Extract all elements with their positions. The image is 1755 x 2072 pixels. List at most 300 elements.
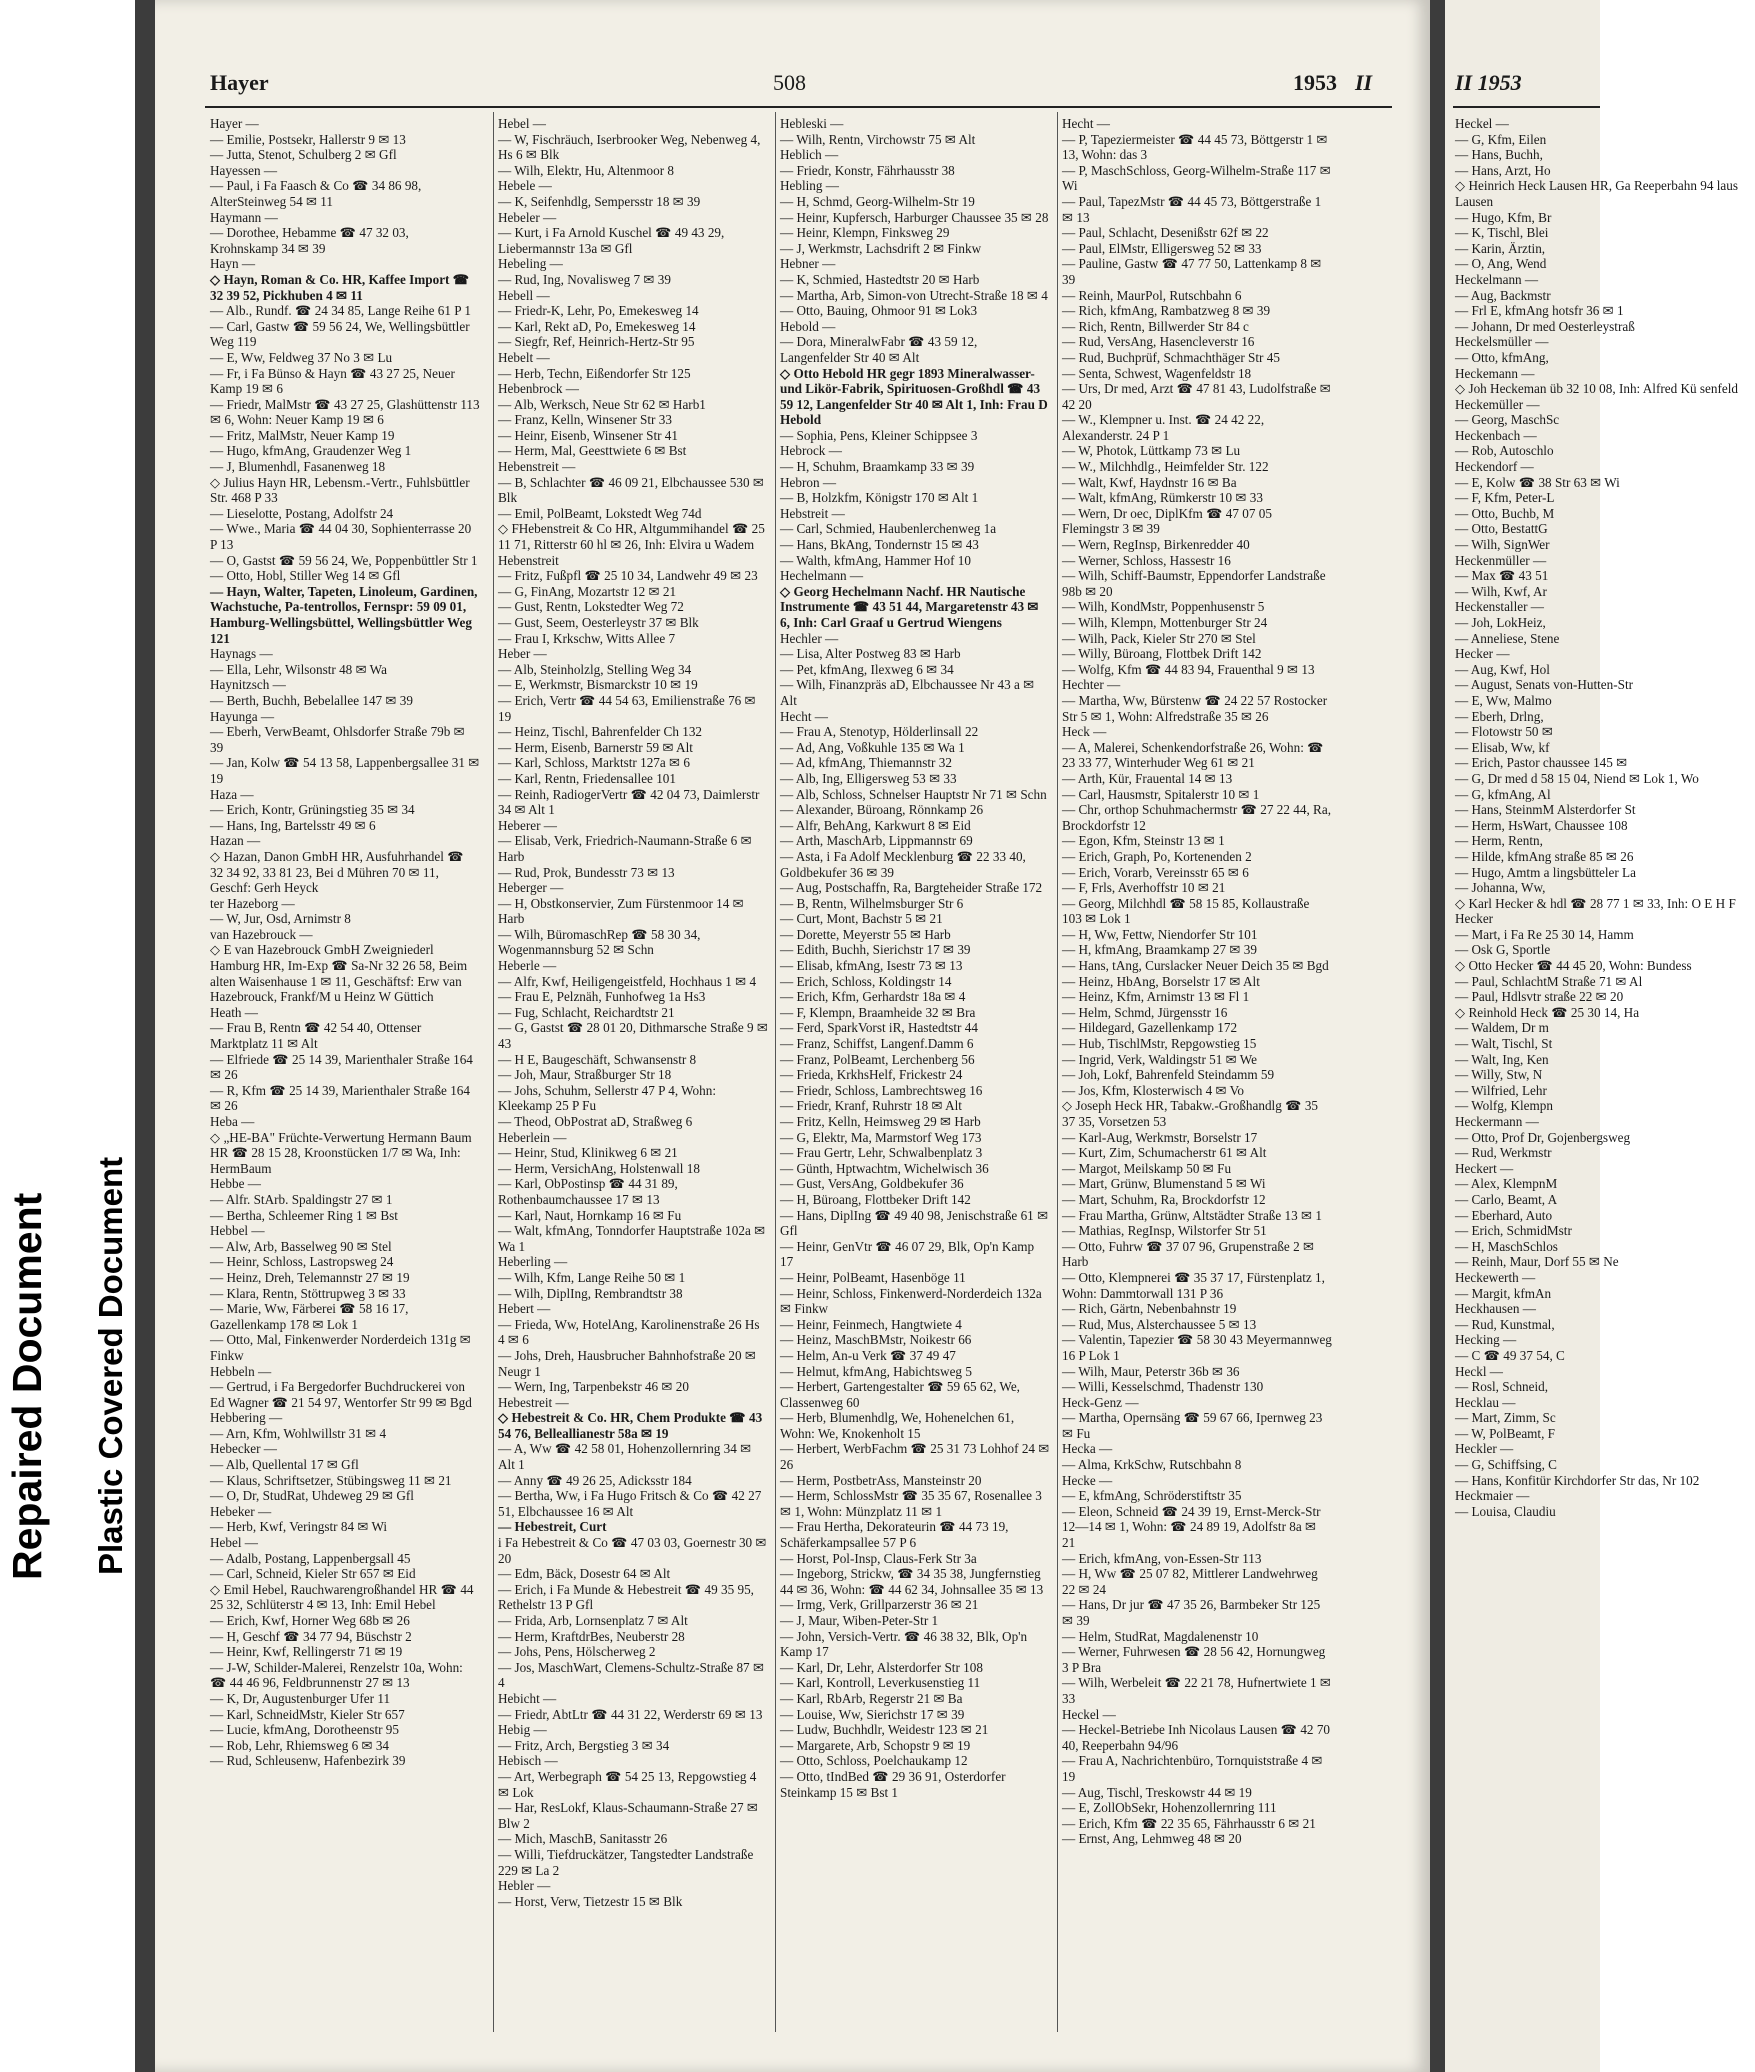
surname-heading: Heckelsmüller — — [1455, 334, 1549, 350]
directory-entry: — Rud, Buchprüf, Schmachthäger Str 45 — [1062, 349, 1280, 365]
directory-entry: — Rosl, Schneid, — [1455, 1379, 1549, 1395]
directory-entry: — Dora, MineralwFabr ☎ 43 59 12, Langenfelder Str 40 ✉ Alt — [780, 334, 981, 365]
next-header-rule — [1453, 106, 1600, 108]
directory-entry: — Erich, Pastor chaussee 145 ✉ — [1455, 755, 1628, 771]
surname-heading: Haza — — [210, 786, 254, 802]
surname-heading: ter Hazeborg — — [210, 895, 295, 911]
directory-entry: — Ad, Ang, Voßkuhle 135 ✉ Wa 1 — [780, 739, 965, 755]
directory-entry: ◇ Hazan, Danon GmbH HR, Ausfuhrhandel ☎ 32 34 92, 33 81 23, Bei d Mühren 70 ✉ 11, Geschf: Gerh Heyck — [210, 848, 467, 896]
directory-entry: — Lucie, kfmAng, Dorotheenstr 95 — [210, 1722, 399, 1738]
directory-entry: — Heinr, GenVtr ☎ 46 07 29, Blk, Op'n Kamp 17 — [780, 1238, 1038, 1270]
surname-heading: Hebeling — — [498, 256, 563, 272]
surname-heading: Heberle — — [498, 958, 557, 974]
directory-entry: — Senta, Schwest, Wagenfeldstr 18 — [1062, 365, 1252, 381]
directory-entry: — Wilh, BüromaschRep ☎ 58 30 34, Wogenmannsburg 52 ✉ Schn — [498, 926, 704, 958]
surname-heading: Hebelt — — [498, 349, 550, 365]
column-3 — [780, 116, 1053, 1800]
directory-entry: — Kurt, Zim, Schumacherstr 61 ✉ Alt — [1062, 1145, 1267, 1161]
surname-heading: Hecker — — [1455, 646, 1510, 662]
surname-heading: Hebron — — [780, 474, 837, 490]
directory-entry: ◇ Georg Hechelmann Nachf. HR Nautische Instrumente ☎ 43 51 44, Margaretenstr 43 ✉ 6, Inh: Carl Graaf u Gertrud Wiengens — [780, 583, 1042, 630]
directory-entry: — Herm, SchlossMstr ☎ 35 35 67, Rosenallee 3 ✉ 1, Wohn: Münzplatz 11 ✉ 1 — [780, 1488, 1046, 1519]
surname-heading: Hayn — — [210, 256, 256, 272]
directory-entry: — Frieda, Ww, HotelAng, Karolinenstraße 26 Hs 4 ✉ 6 — [498, 1316, 763, 1348]
directory-entry: — Paul, TapezMstr ☎ 44 45 73, Böttgerstraße 1 ✉ 13 — [1062, 193, 1325, 225]
surname-heading: Heckel — — [1062, 1706, 1116, 1722]
directory-entry: — Hildegard, Gazellenkamp 172 — [1062, 1020, 1238, 1036]
directory-entry: — Martha, Opernsäng ☎ 59 67 66, Ipernweg 23 ✉ Fu — [1062, 1410, 1326, 1441]
directory-entry: — Hans, Dr jur ☎ 47 35 26, Barmbeker Str 125 ✉ 39 — [1062, 1597, 1324, 1628]
surname-heading: Hebeler — — [498, 209, 557, 225]
directory-entry: — Johanna, Ww, — [1455, 880, 1546, 896]
directory-entry: — Erich, Vertr ☎ 44 54 63, Emilienstraße 76 ✉ 19 — [498, 692, 759, 724]
directory-entry: — Wern, Ing, Tarpenbekstr 46 ✉ 20 — [498, 1379, 689, 1395]
directory-entry: — Rud, Mus, Alsterchaussee 5 ✉ 13 — [1062, 1316, 1257, 1332]
directory-entry: — Heinz, Dreh, Telemannstr 27 ✉ 19 — [210, 1269, 410, 1285]
directory-entry: — B, Rentn, Wilhelmsburger Str 6 — [780, 895, 964, 911]
directory-entry: — Erich, kfmAng, von-Essen-Str 113 — [1062, 1550, 1262, 1566]
surname-heading: Heckermann — — [1455, 1114, 1539, 1129]
surname-heading: Hecke — — [1062, 1472, 1113, 1488]
directory-entry: — H, Ww, Fettw, Niendorfer Str 101 — [1062, 926, 1258, 942]
directory-entry: — Georg, MaschSc — [1455, 412, 1560, 428]
directory-entry: — Martha, Ww, Bürstenw ☎ 24 22 57 Rostocker Str 5 ✉ 1, Wohn: Alfredstraße 35 ✉ 26 — [1062, 692, 1331, 724]
directory-entry: — G, Elektr, Ma, Marmstorf Weg 173 — [780, 1129, 982, 1145]
directory-entry: — W, Fischräuch, Iserbrooker Weg, Nebenweg 4, Hs 6 ✉ Blk — [498, 131, 764, 163]
directory-entry: — Hans, DiplIng ☎ 49 40 98, Jenischstraße 61 ✉ Gfl — [780, 1207, 1052, 1239]
directory-entry: — Elisab, kfmAng, Isestr 73 ✉ 13 — [780, 958, 963, 974]
directory-entry: — Horst, Pol-Insp, Claus-Ferk Str 3a — [780, 1550, 977, 1566]
column-separator — [493, 112, 494, 2032]
directory-entry: — Alb, Ing, Elligersweg 53 ✉ 33 — [780, 770, 957, 786]
directory-entry: — Karl, SchneidMstr, Kieler Str 657 — [210, 1706, 405, 1722]
surname-heading: Heckemüller — — [1455, 396, 1540, 412]
directory-entry: — Paul, SchlachtM Straße 71 ✉ Al — [1455, 973, 1643, 989]
directory-entry: — W, Photok, Lüttkamp 73 ✉ Lu — [1062, 443, 1241, 459]
directory-entry: — Otto, Bauing, Ohmoor 91 ✉ Lok3 — [780, 303, 978, 319]
directory-entry: — H, Ww ☎ 25 07 82, Mittlerer Landwehrweg 22 ✉ 24 — [1062, 1566, 1321, 1597]
surname-heading: Heckelmann — — [1455, 271, 1539, 287]
directory-entry: — Marie, Ww, Färberei ☎ 58 16 17, Gazellenkamp 178 ✉ Lok 1 — [210, 1301, 412, 1332]
directory-entry: — Karl, Rentn, Friedensallee 101 — [498, 770, 676, 786]
directory-entry: — Rud, Prok, Bundesstr 73 ✉ 13 — [498, 864, 675, 880]
surname-heading: Hecking — — [1455, 1332, 1517, 1348]
directory-entry: — Reinh, MaurPol, Rutschbahn 6 — [1062, 287, 1242, 303]
directory-entry: — Alexander, Büroang, Rönnkamp 26 — [780, 802, 984, 818]
directory-entry: — Elisab, Ww, kf — [1455, 739, 1550, 755]
surname-heading: Hebisch — — [498, 1753, 558, 1769]
surname-heading: Heber — — [498, 646, 547, 662]
directory-entry: — Otto, kfmAng, — [1455, 349, 1549, 365]
directory-entry: — G, kfmAng, Al — [1455, 786, 1551, 802]
directory-entry: — Alb, Steinholzlg, Stelling Weg 34 — [498, 661, 692, 677]
directory-entry: — Karl-Aug, Werkmstr, Borselstr 17 — [1062, 1129, 1258, 1145]
directory-entry: — Wilh, KondMstr, Poppenhusenstr 5 — [1062, 599, 1265, 615]
surname-heading: Heckewerth — — [1455, 1269, 1536, 1285]
directory-entry: — Alb, Schloss, Schnelser Hauptstr Nr 71 ✉ Schn — [780, 786, 1047, 802]
directory-entry: — Franz, Kelln, Winsener Str 33 — [498, 412, 672, 428]
directory-entry: — Mart, Grünw, Blumenstand 5 ✉ Wi — [1062, 1176, 1266, 1192]
directory-entry: — Eberhard, Auto — [1455, 1207, 1553, 1223]
directory-entry: — Otto, tIndBed ☎ 29 36 91, Osterdorfer Steinkamp 15 ✉ Bst 1 — [780, 1768, 1009, 1800]
surname-heading: Hecklau — — [1455, 1394, 1516, 1410]
directory-entry: — Hayn, Walter, Tapeten, Linoleum, Gardinen, Wachstuche, Pa-tentrollos, Fernspr: 59 09 01, Hamburg-Wellingsbüttel, Wellingsbüttler Weg 121 — [210, 583, 481, 646]
directory-entry: — Curt, Mont, Bachstr 5 ✉ 21 — [780, 911, 943, 927]
directory-entry: — Herm, Eisenb, Barnerstr 59 ✉ Alt — [498, 739, 693, 755]
directory-entry: — August, Senats von-Hutten-Str — [1455, 677, 1634, 693]
directory-entry: — E, ZollObSekr, Hohenzollernring 111 — [1062, 1800, 1277, 1816]
directory-entry: — R, Kfm ☎ 25 14 39, Marienthaler Straße 164 ✉ 26 — [210, 1082, 474, 1114]
directory-entry: — Frau B, Rentn ☎ 42 54 40, Ottenser Marktplatz 11 ✉ Alt — [210, 1020, 425, 1052]
directory-entry: — Aug, Backmstr — [1455, 287, 1551, 303]
directory-entry: — Alb, Quellental 17 ✉ Gfl — [210, 1457, 359, 1473]
directory-entry: — O, Ang, Wend — [1455, 256, 1547, 272]
directory-entry: — Johs, Schuhm, Sellerstr 47 P 4, Wohn: Kleekamp 25 P Fu — [498, 1082, 720, 1114]
surname-heading: Heblich — — [780, 147, 839, 163]
directory-entry: ◇ FHebenstreit & Co HR, Altgummihandel ☎ 25 11 71, Ritterstr 60 hl ✉ 26, Inh: Elvira u Wadem Hebenstreit — [498, 521, 769, 568]
directory-entry: — Hans, Konfitür Kirchdorfer Str das, Nr 102 — [1455, 1472, 1700, 1488]
surname-heading: Hechler — — [780, 630, 839, 646]
directory-entry: — Emil, PolBeamt, Lokstedt Weg 74d — [498, 505, 702, 521]
directory-entry: — Otto, Schloss, Poelchaukamp 12 — [780, 1753, 968, 1769]
directory-entry: — W., Klempner u. Inst. ☎ 24 42 22, Alexanderstr. 24 P 1 — [1062, 412, 1267, 443]
directory-entry: — Erich, Kontr, Grüningstieg 35 ✉ 34 — [210, 802, 415, 818]
surname-heading: Hebell — — [498, 287, 550, 303]
directory-entry: — Helm, An-u Verk ☎ 37 49 47 — [780, 1347, 956, 1363]
directory-entry: — Wolfg, Klempn — [1455, 1098, 1553, 1114]
directory-entry: — Heckel-Betriebe Inh Nicolaus Lausen ☎ 42 70 40, Reeperbahn 94/96 — [1062, 1722, 1334, 1753]
surname-heading: Hayessen — — [210, 162, 278, 178]
directory-entry: — Carl, Schmied, Haubenlerchenweg 1a — [780, 521, 997, 537]
surname-heading: Hebstreit — — [780, 505, 845, 521]
directory-entry: — Heinr, Schloss, Finkenwerd-Norderdeich 132a ✉ Finkw — [780, 1285, 1045, 1317]
directory-entry: — Heinz, Tischl, Bahrenfelder Ch 132 — [498, 724, 703, 740]
directory-entry: — K, Schmied, Hastedtstr 20 ✉ Harb — [780, 271, 980, 287]
directory-entry: — Jutta, Stenot, Schulberg 2 ✉ Gfl — [210, 147, 397, 163]
surname-heading: Heckler — — [1455, 1441, 1514, 1457]
surname-heading: Heckemann — — [1455, 365, 1535, 381]
directory-entry: — Wilh, SignWer — [1455, 537, 1550, 553]
plastic-covered-label: Plastic Covered Document — [92, 1156, 129, 1575]
directory-entry: — Werner, Schloss, Hassestr 16 — [1062, 552, 1231, 568]
directory-entry: — Aug, Postschaffn, Ra, Bargteheider Straße 172 — [780, 880, 1043, 896]
surname-heading: Hebig — — [498, 1722, 547, 1738]
directory-entry: — Anneliese, Stene — [1455, 630, 1560, 646]
directory-entry: — Frau A, Stenotyp, Hölderlinsall 22 — [780, 724, 979, 740]
surname-heading: Hebenbrock — — [498, 381, 579, 397]
directory-entry: — Ludw, Buchhdlr, Weidestr 123 ✉ 21 — [780, 1722, 989, 1738]
directory-entry: — Georg, Milchhdl ☎ 58 15 85, Kollaustraße 103 ✉ Lok 1 — [1062, 895, 1313, 927]
directory-entry: — Har, ResLokf, Klaus-Schaumann-Straße 27 ✉ Blw 2 — [498, 1800, 762, 1831]
surname-heading: Hecka — — [1062, 1441, 1113, 1457]
surname-heading: Hebenstreit — — [498, 459, 576, 475]
directory-entry: — Rud, Ing, Novalisweg 7 ✉ 39 — [498, 271, 671, 287]
directory-entry: — Mart, i Fa Re 25 30 14, Hamm — [1455, 926, 1634, 942]
directory-entry: — Herm, KraftdrBes, Neuberstr 28 — [498, 1628, 685, 1644]
directory-entry: — P, MaschSchloss, Georg-Wilhelm-Straße 117 ✉ Wi — [1062, 162, 1334, 194]
directory-entry: — W, Jur, Osd, Arnimstr 8 — [210, 911, 351, 927]
surname-heading: Hebling — — [780, 178, 839, 194]
directory-entry: — J, Maur, Wiben-Peter-Str 1 — [780, 1613, 939, 1628]
directory-entry: — Mich, MaschB, Sanitasstr 26 — [498, 1831, 668, 1847]
directory-entry: — Wilh, Klempn, Mottenburger Str 24 — [1062, 615, 1268, 630]
directory-entry: — Herm, Mal, Geesttwiete 6 ✉ Bst — [498, 443, 687, 459]
surname-heading: Heckhausen — — [1455, 1301, 1536, 1317]
directory-entry: — Wilh, Pack, Kieler Str 270 ✉ Stel — [1062, 630, 1256, 646]
directory-entry: — Otto, Fuhrw ☎ 37 07 96, Grupenstraße 2 ✉ Harb — [1062, 1238, 1318, 1270]
directory-entry: — Irmg, Verk, Grillparzerstr 36 ✉ 21 — [780, 1597, 979, 1613]
directory-entry: — Gust, Seem, Oesterleystr 37 ✉ Blk — [498, 615, 699, 630]
surname-heading: Hechter — — [1062, 677, 1121, 693]
directory-entry: — Gertrud, i Fa Bergedorfer Buchdruckerei von Ed Wagner ☎ 21 54 97, Wentorfer Str 99 ✉ Bgd — [210, 1379, 472, 1410]
directory-entry: — H, Obstkonservier, Zum Fürstenmoor 14 ✉ Harb — [498, 895, 747, 927]
surname-heading: Hebel — — [498, 116, 546, 131]
directory-entry: — Ingrid, Verk, Waldingstr 51 ✉ We — [1062, 1051, 1257, 1067]
directory-entry: — Wilh, Schiff-Baumstr, Eppendorfer Landstraße 98b ✉ 20 — [1062, 568, 1329, 599]
directory-entry: — Dorette, Meyerstr 55 ✉ Harb — [780, 926, 951, 942]
directory-entry: — Mathias, RegInsp, Wilstorfer Str 51 — [1062, 1223, 1267, 1239]
directory-entry: — Ella, Lehr, Wilsonstr 48 ✉ Wa — [210, 661, 387, 677]
directory-entry: — Rob, Lehr, Rhiemsweg 6 ✉ 34 — [210, 1737, 390, 1753]
column-separator — [775, 112, 776, 2032]
directory-entry: — Gust, VersAng, Goldbekufer 36 — [780, 1176, 964, 1192]
sidebar-labels — [0, 0, 135, 2072]
running-head-left: Hayer — [210, 70, 269, 95]
surname-heading: Heckenmüller — — [1455, 552, 1547, 568]
surname-heading: Hazan — — [210, 833, 261, 849]
directory-entry: — Margarete, Arb, Schopstr 9 ✉ 19 — [780, 1737, 971, 1753]
directory-entry: — Aug, Tischl, Treskowstr 44 ✉ 19 — [1062, 1784, 1252, 1800]
directory-entry: — Heinr, Klempn, Finksweg 29 — [780, 225, 950, 241]
directory-entry: — E, Kolw ☎ 38 Str 63 ✉ Wi — [1455, 474, 1620, 490]
directory-entry: — Hans, SteinmM Alsterdorfer St — [1455, 802, 1636, 818]
surname-heading: Hebbering — — [210, 1410, 283, 1426]
directory-entry: — Alb, Werksch, Neue Str 62 ✉ Harb1 — [498, 396, 706, 412]
surname-heading: Heckert — — [1455, 1160, 1514, 1176]
directory-entry: — G, Gastst ☎ 28 01 20, Dithmarsche Straße 9 ✉ 43 — [498, 1020, 772, 1052]
surname-heading: Heath — — [210, 1004, 258, 1020]
directory-entry: — Rob, Autoschlo — [1455, 443, 1554, 459]
directory-entry: — Heinr, Eisenb, Winsener Str 41 — [498, 427, 678, 443]
directory-entry: — Rich, kfmAng, Rambatzweg 8 ✉ 39 — [1062, 303, 1271, 319]
directory-entry: — A, Malerei, Schenkendorfstraße 26, Wohn: ☎ 23 33 77, Winterhuder Weg 61 ✉ 21 — [1062, 739, 1327, 771]
directory-entry: — Hans, Ing, Bartelsstr 49 ✉ 6 — [210, 817, 376, 833]
directory-entry: — Friedr, Schloss, Lambrechtsweg 16 — [780, 1082, 983, 1098]
directory-entry: — Fr, i Fa Bünso & Hayn ☎ 43 27 25, Neuer Kamp 19 ✉ 6 — [210, 365, 459, 397]
directory-entry: — Wilh, Maur, Peterstr 36b ✉ 36 — [1062, 1363, 1240, 1379]
directory-entry: — W., Milchhdlg., Heimfelder Str. 122 — [1062, 459, 1269, 475]
year-label: 1953 — [1293, 70, 1337, 95]
directory-entry: — Jos, Kfm, Klosterwisch 4 ✉ Vo — [1062, 1082, 1245, 1098]
directory-entry: ◇ Heinrich Heck Lausen HR, Ga Reeperbahn 94 laus Lausen — [1455, 178, 1742, 209]
directory-entry: — Fritz, Fußpfl ☎ 25 10 34, Landwehr 49 ✉ 23 — [498, 568, 758, 584]
directory-entry: — Ad, kfmAng, Thiemannstr 32 — [780, 755, 952, 771]
directory-entry: — Friedr-K, Lehr, Po, Emekesweg 14 — [498, 303, 699, 319]
directory-entry: — Frau Gertr, Lehr, Schwalbenplatz 3 — [780, 1145, 983, 1161]
directory-entry: — F, Frls, Averhoffstr 10 ✉ 21 — [1062, 880, 1226, 896]
surname-heading: Heckmaier — — [1455, 1488, 1530, 1504]
directory-entry: — Frau Martha, Grünw, Altstädter Straße 13 ✉ 1 — [1062, 1207, 1322, 1223]
directory-entry: — Art, Werbegraph ☎ 54 25 13, Repgowstieg 4 ✉ Lok — [498, 1768, 760, 1800]
directory-entry: — Dorothee, Hebamme ☎ 47 32 03, Krohnskamp 34 ✉ 39 — [210, 225, 413, 256]
directory-entry: — Willi, Kesselschmd, Thadenstr 130 — [1062, 1379, 1264, 1395]
directory-entry: — Lisa, Alter Postweg 83 ✉ Harb — [780, 646, 961, 662]
directory-entry: — E, Werkmstr, Bismarckstr 10 ✉ 19 — [498, 677, 698, 693]
directory-entry: — Heinr, Kupfersch, Harburger Chaussee 35 ✉ 28 — [780, 209, 1049, 225]
surname-heading: Heberlein — — [498, 1129, 567, 1145]
directory-entry: — Herm, Rentn, — [1455, 833, 1543, 849]
surname-heading: Hebner — — [780, 256, 836, 272]
surname-heading: Haynags — — [210, 646, 273, 662]
directory-entry: ◇ Reinhold Heck ☎ 25 30 14, Ha — [1455, 1004, 1640, 1020]
directory-entry: — Kurt, i Fa Arnold Kuschel ☎ 49 43 29, Liebermannstr 13a ✉ Gfl — [498, 225, 728, 256]
directory-entry: — Heinz, HbAng, Borselstr 17 ✉ Alt — [1062, 973, 1260, 989]
directory-entry: — G, Dr med d 58 15 04, Niend ✉ Lok 1, Wo — [1455, 770, 1699, 786]
directory-entry: — Hans, BkAng, Tondernstr 15 ✉ 43 — [780, 537, 979, 553]
page-number: 508 — [773, 70, 806, 95]
directory-entry: — Theod, ObPostrat aD, Straßweg 6 — [498, 1114, 693, 1129]
surname-heading: Hayer — — [210, 116, 259, 131]
directory-entry: — H, Geschf ☎ 34 77 94, Büschstr 2 — [210, 1628, 412, 1644]
directory-entry: — O, Dr, StudRat, Uhdeweg 29 ✉ Gfl — [210, 1488, 414, 1504]
directory-entry: ◇ Otto Hebold HR gegr 1893 Mineralwasser- und Likör-Fabrik, Spirituosen-Großhdl ☎ 43 59 12, Langenfelder Str 40 ✉ Alt 1, Inh: Frau D Hebold — [780, 365, 1052, 428]
directory-entry: — Franz, Schiffst, Langenf.Damm 6 — [780, 1036, 974, 1052]
directory-entry: — Erich, Schloss, Koldingstr 14 — [780, 973, 952, 989]
directory-entry: — Bertha, Schleemer Ring 1 ✉ Bst — [210, 1207, 398, 1223]
directory-entry: — Herm, HsWart, Chaussee 108 — [1455, 817, 1628, 833]
directory-entry: ◇ Otto Hecker ☎ 44 45 20, Wohn: Bundess — [1455, 958, 1692, 974]
directory-entry: — Erich, Vorarb, Vereinsstr 65 ✉ 6 — [1062, 864, 1249, 880]
next-year-label: 1953 — [1477, 70, 1522, 95]
repaired-document-label: Repaired Document — [4, 1192, 50, 1580]
directory-entry: — Karl, Schloss, Marktstr 127a ✉ 6 — [498, 755, 690, 771]
directory-entry: — Johann, Dr med Oesterleystraß — [1455, 318, 1635, 334]
directory-entry: — Herm, VersichAng, Holstenwall 18 — [498, 1160, 700, 1176]
surname-heading: Heck-Genz — — [1062, 1394, 1139, 1410]
next-page-header — [1455, 70, 1522, 96]
directory-entry: — Rich, Gärtn, Nebenbahnstr 19 — [1062, 1301, 1237, 1317]
directory-entry: — Margit, kfmAn — [1455, 1285, 1552, 1301]
directory-entry: — Carl, Schneid, Kieler Str 657 ✉ Eid — [210, 1566, 416, 1582]
directory-entry: — Sophia, Pens, Kleiner Schippsee 3 — [780, 427, 978, 443]
directory-entry: — Heinr, Kwf, Rellingerstr 71 ✉ 19 — [210, 1644, 403, 1660]
directory-entry: — Hans, tAng, Curslacker Neuer Deich 35 ✉ Bgd — [1062, 958, 1329, 974]
directory-entry: — Frau E, Pelznäh, Funhofweg 1a Hs3 — [498, 989, 706, 1005]
directory-entry: — B, Holzkfm, Königstr 170 ✉ Alt 1 — [780, 490, 979, 506]
directory-entry: — Günth, Hptwachtm, Wichelwisch 36 — [780, 1160, 989, 1176]
directory-entry: — Wolfg, Kfm ☎ 44 83 94, Frauenthal 9 ✉ 13 — [1062, 661, 1315, 677]
directory-entry: — Hub, TischlMstr, Repgowstieg 15 — [1062, 1036, 1257, 1052]
directory-entry: — Lieselotte, Postang, Adolfstr 24 — [210, 505, 394, 521]
directory-entry: — Klaus, Schriftsetzer, Stübingsweg 11 ✉ 21 — [210, 1472, 452, 1488]
surname-heading: Hayunga — — [210, 708, 275, 724]
directory-entry: — H E, Baugeschäft, Schwansenstr 8 — [498, 1051, 697, 1067]
surname-heading: Heckenstaller — — [1455, 599, 1544, 615]
surname-heading: Heckel — — [1455, 116, 1509, 131]
directory-entry: — Wilh, Elektr, Hu, Altenmoor 8 — [498, 162, 674, 178]
next-volume-label: II — [1455, 70, 1473, 95]
directory-entry: — Hugo, kfmAng, Graudenzer Weg 1 — [210, 443, 412, 459]
directory-entry: — Otto, Prof Dr, Gojenbergsweg — [1455, 1129, 1631, 1145]
directory-entry: — Friedr, MalMstr ☎ 43 27 25, Glashüttenstr 113 ✉ 6, Wohn: Neuer Kamp 19 ✉ 6 — [210, 396, 483, 428]
surname-heading: Haymann — — [210, 209, 278, 225]
directory-entry: — Elfriede ☎ 25 14 39, Marienthaler Straße 164 ✉ 26 — [210, 1051, 477, 1083]
directory-entry: — Heinz, MaschBMstr, Noikestr 66 — [780, 1332, 972, 1348]
directory-entry: — J, Werkmstr, Lachsdrift 2 ✉ Finkw — [780, 240, 982, 256]
directory-entry: ◇ E van Hazebrouck GmbH Zweigniederl Hamburg HR, Im-Exp ☎ Sa-Nr 32 26 58, Beim alten Waisenhause 1 ✉ 11, Geschäftsf: Erw van Hazebrouck, Frankf/M u Heinz W Güttich — [210, 942, 471, 1005]
directory-entry: — Fritz, Kelln, Heimsweg 29 ✉ Harb — [780, 1114, 981, 1129]
directory-entry: — Heinz, Kfm, Arnimstr 13 ✉ Fl 1 — [1062, 989, 1250, 1005]
directory-entry: — Jan, Kolw ☎ 54 13 58, Lappenbergsallee 31 ✉ 19 — [210, 755, 483, 786]
directory-entry: — Franz, PolBeamt, Lerchenberg 56 — [780, 1051, 975, 1067]
directory-entry: ◇ „HE-BA" Früchte-Verwertung Hermann Baum HR ☎ 28 15 28, Kroonstücken 1/7 ✉ Wa, Inh: HermBaum — [210, 1129, 475, 1176]
directory-entry: — Frieda, KrkhsHelf, Frickestr 24 — [780, 1067, 963, 1083]
directory-entry: — Wilh, Rentn, Virchowstr 75 ✉ Alt — [780, 131, 976, 147]
directory-entry: — Arth, Kür, Frauental 14 ✉ 13 — [1062, 770, 1233, 786]
directory-entry: — Herb, Techn, Eißendorfer Str 125 — [498, 365, 691, 381]
directory-entry: — Joh, Lokf, Bahrenfeld Steindamm 59 — [1062, 1067, 1275, 1083]
surname-heading: Heberling — — [498, 1254, 568, 1270]
directory-entry: — Fritz, MalMstr, Neuer Kamp 19 — [210, 427, 395, 443]
directory-entry: — A, Ww ☎ 42 58 01, Hohenzollernring 34 ✉ Alt 1 — [498, 1441, 754, 1473]
directory-entry: — Erich, SchmidMstr — [1455, 1223, 1572, 1239]
directory-entry: — Ingeborg, Strickw, ☎ 34 35 38, Jungfernstieg 44 ✉ 36, Wohn: ☎ 44 62 34, Johnsallee 35 ✉ 13 — [780, 1566, 1045, 1597]
scanned-spread — [135, 0, 1742, 2072]
directory-entry: — Otto, BestattG — [1455, 521, 1548, 537]
surname-heading: Hebeker — — [210, 1503, 272, 1519]
directory-entry: — Herm, PostbetrAss, Mansteinstr 20 — [780, 1472, 982, 1488]
directory-entry: — Heinr, Schloss, Lastropsweg 24 — [210, 1254, 394, 1270]
directory-entry: — Osk G, Sportle — [1455, 942, 1551, 958]
directory-entry: — Chr, orthop Schuhmachermstr ☎ 27 22 44, Ra, Brockdorfstr 12 — [1062, 802, 1335, 833]
directory-entry: — Paul, ElMstr, Elligersweg 52 ✉ 33 — [1062, 240, 1262, 256]
directory-entry: — Valentin, Tapezier ☎ 58 30 43 Meyermannweg 16 P Lok 1 — [1062, 1332, 1336, 1363]
directory-entry: — Rich, Rentn, Billwerder Str 84 c — [1062, 318, 1249, 334]
column-1 — [210, 116, 483, 1769]
directory-entry: — K, Tischl, Blei — [1455, 225, 1549, 241]
surname-heading: Haynitzsch — — [210, 677, 286, 693]
directory-entry: — H, Büroang, Flottbeker Drift 142 — [780, 1191, 971, 1207]
directory-entry: — Otto, Hobl, Stiller Weg 14 ✉ Gfl — [210, 568, 401, 584]
directory-entry: — Rud, VersAng, Hasencleverstr 16 — [1062, 334, 1255, 350]
surname-heading: Heck — — [1062, 724, 1107, 740]
directory-entry: — Klara, Rentn, Stöttrupweg 3 ✉ 33 — [210, 1285, 406, 1301]
directory-entry: — Johs, Pens, Hölscherweg 2 — [498, 1644, 656, 1660]
directory-entry: — Fug, Schlacht, Reichardtstr 21 — [498, 1004, 675, 1020]
directory-entry: — Helm, Schmd, Jürgensstr 16 — [1062, 1004, 1228, 1020]
directory-entry: — Ferd, SparkVorst iR, Hastedtstr 44 — [780, 1020, 978, 1036]
directory-entry: — Ernst, Ang, Lehmweg 48 ✉ 20 — [1062, 1831, 1242, 1847]
directory-entry: ◇ Hayn, Roman & Co. HR, Kaffee Import ☎ 32 39 52, Pickhuben 4 ✉ 11 — [210, 271, 473, 303]
directory-entry: ◇ Joseph Heck HR, Tabakw.-Großhandlg ☎ 35 37 35, Vorsetzen 53 — [1062, 1098, 1322, 1129]
directory-entry: — Alma, KrkSchw, Rutschbahn 8 — [1062, 1457, 1242, 1473]
directory-entry: — Wwe., Maria ☎ 44 04 30, Sophienterrasse 20 P 13 — [210, 521, 475, 553]
surname-heading: Hebel — — [210, 1535, 258, 1551]
directory-entry: — B, Schlachter ☎ 46 09 21, Elbchaussee 530 ✉ Blk — [498, 474, 768, 506]
directory-entry: — Paul, i Fa Faasch & Co ☎ 34 86 98, AlterSteinweg 54 ✉ 11 — [210, 178, 424, 209]
directory-entry: — Horst, Verw, Tietzestr 15 ✉ Blk — [498, 1893, 683, 1909]
directory-entry: — Reinh, RadiogerVertr ☎ 42 04 73, Daimlerstr 34 ✉ Alt 1 — [498, 786, 763, 818]
directory-entry: — Alfr. StArb. Spaldingstr 27 ✉ 1 — [210, 1191, 393, 1207]
directory-entry: — Alfr, Kwf, Heiligengeistfeld, Hochhaus 1 ✉ 4 — [498, 973, 757, 989]
directory-entry: — Edm, Bäck, Dosestr 64 ✉ Alt — [498, 1566, 671, 1582]
surname-heading: Hebicht — — [498, 1690, 557, 1706]
directory-entry: — Willy, Büroang, Flottbek Drift 142 — [1062, 646, 1262, 662]
directory-entry: — Alw, Arb, Basselweg 90 ✉ Stel — [210, 1238, 392, 1254]
directory-entry: — G, Kfm, Eilen — [1455, 131, 1547, 147]
directory-entry: — E, Ww, Malmo — [1455, 692, 1552, 708]
directory-entry: — Eleon, Schneid ☎ 24 39 19, Ernst-Merck-Str 12—14 ✉ 1, Wohn: ☎ 24 89 19, Adolfstr 8a ✉ 21 — [1062, 1503, 1324, 1551]
